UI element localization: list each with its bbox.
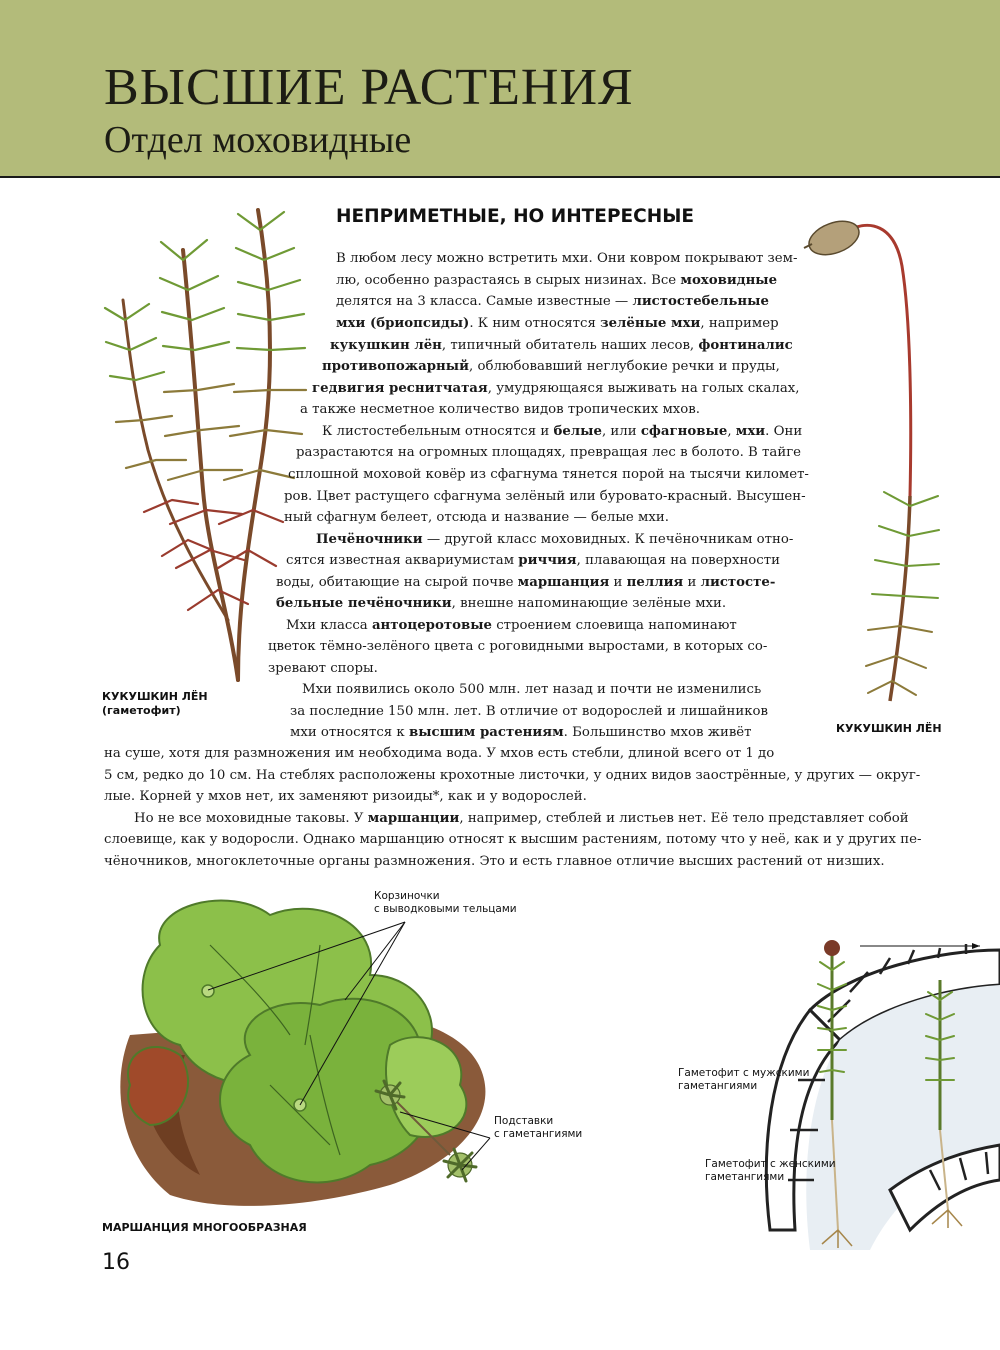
- text-run: слоевище, как у водоросли. Однако маршанцию относят к высшим растениям, потому что у неё, как и у других пе-: [104, 832, 922, 847]
- text-run: Мхи появились около 500 млн. лет назад и почти не изменились: [302, 682, 762, 697]
- text-run: В любом лесу можно встретить мхи. Они ковром покрывают зем-: [336, 251, 798, 266]
- bold-term: гедвигия реснитчатая: [312, 381, 488, 396]
- page-number: 16: [102, 1250, 130, 1275]
- bold-term: маршанции: [367, 811, 460, 826]
- lifecycle-illustration: [790, 930, 1000, 1250]
- bold-term: зелёные мхи: [600, 316, 701, 331]
- caption-moss-left: КУКУШКИН ЛЁН (гаметофит): [102, 690, 208, 717]
- text-run: лю, особенно разрастаясь в сырых низинах. Все: [336, 273, 681, 288]
- chapter-subtitle: Отдел моховидные: [104, 119, 412, 161]
- section-title: НЕПРИМЕТНЫЕ, НО ИНТЕРЕСНЫЕ: [336, 206, 695, 227]
- bold-term: антоцеротовые: [371, 618, 492, 633]
- bold-term: пеллия: [626, 575, 684, 590]
- text-run: , или: [601, 424, 641, 439]
- bold-term: сфагновые: [640, 424, 728, 439]
- text-run: ный сфагнум белеет, отсюда и название — белые мхи.: [284, 510, 669, 525]
- bold-term: Печёночники: [316, 532, 423, 547]
- text-run: мхи относятся к: [290, 725, 409, 740]
- text-run: а также несметное количество видов тропических мхов.: [300, 402, 701, 417]
- text-run: . К ним относятся: [469, 316, 601, 331]
- text-run: , например, стеблей и листьев нет. Её тело представляет собой: [459, 811, 909, 826]
- text-run: . Они: [765, 424, 803, 439]
- text-run: лые. Корней у мхов нет, их заменяют ризоиды*, как и у водорослей.: [104, 789, 587, 804]
- text-run: Мхи класса: [286, 618, 372, 633]
- text-run: , например: [700, 316, 779, 331]
- text-run: , типичный обитатель наших лесов,: [441, 338, 699, 353]
- text-run: сятся известная аквариумистам: [286, 553, 519, 568]
- text-run: , плавающая на поверхности: [576, 553, 780, 568]
- text-run: чёночников, многоклеточные органы размножения. Это и есть главное отличие высших растений от низших.: [104, 854, 885, 869]
- bold-term: моховидные: [680, 273, 778, 288]
- text-run: воды, обитающие на сырой почве: [276, 575, 518, 590]
- text-run: 5 см, редко до 10 см. На стеблях расположены крохотные листочки, у одних видов заострённые, у других — округ-: [104, 768, 921, 783]
- text-run: ров. Цвет растущего сфагнума зелёный или буровато-красный. Высушен-: [284, 489, 806, 504]
- text-run: цветок тёмно-зелёного цвета с роговидными выростами, в которых со-: [268, 639, 768, 654]
- bold-term: маршанция: [517, 575, 610, 590]
- text-run: за последние 150 млн. лет. В отличие от водорослей и лишайников: [290, 704, 769, 719]
- bold-term: листостебельные: [632, 294, 769, 309]
- bold-term: бельные печёночники: [276, 596, 452, 611]
- bold-term: противопожарный: [322, 359, 469, 374]
- caption-marchantia: МАРШАНЦИЯ МНОГООБРАЗНАЯ: [102, 1221, 307, 1234]
- bold-term: кукушкин лён: [330, 338, 442, 353]
- text-run: К листостебельным относятся и: [322, 424, 554, 439]
- bold-term: высшим растениям: [408, 725, 564, 740]
- text-run: на суше, хотя для размножения им необходима вода. У мхов есть стебли, длиной всего от 1 до: [104, 746, 775, 761]
- text-run: зревают споры.: [268, 661, 378, 676]
- bold-term: риччия: [518, 553, 577, 568]
- text-run: , облюбовавший неглубокие речки и пруды,: [468, 359, 780, 374]
- text-run: и: [609, 575, 627, 590]
- text-run: Но не все моховидные таковы. У: [134, 811, 368, 826]
- bold-term: фонтиналис: [698, 338, 793, 353]
- text-run: . Большинство мхов живёт: [563, 725, 752, 740]
- text-run: разрастаются на огромных площадях, превращая лес в болото. В тайге: [296, 445, 802, 460]
- chapter-title: ВЫСШИЕ РАСТЕНИЯ: [104, 59, 634, 116]
- bold-term: листосте-: [700, 575, 776, 590]
- caption-moss-right: КУКУШКИН ЛЁН: [836, 722, 942, 735]
- bold-term: белые: [553, 424, 602, 439]
- label-male-gametophyte: Гаметофит с мужскими гаметангиями: [678, 1067, 810, 1092]
- text-run: и: [683, 575, 701, 590]
- label-stands: Подставки с гаметангиями: [494, 1115, 583, 1140]
- bold-term: мхи (бриопсиды): [336, 316, 470, 331]
- text-run: , умудряющаяся выживать на голых скалах,: [487, 381, 800, 396]
- text-run: — другой класс моховидных. К печёночникам отно-: [422, 532, 794, 547]
- text-run: делятся на 3 класса. Самые известные —: [336, 294, 633, 309]
- text-run: сплошной моховой ковёр из сфагнума тянется порой на тысячи километ-: [288, 467, 809, 482]
- label-female-gametophyte: Гаметофит с женскими гаметангиями: [705, 1158, 836, 1183]
- text-run: ,: [727, 424, 736, 439]
- label-baskets: Корзиночки с выводковыми тельцами: [374, 890, 517, 915]
- text-run: строением слоевища напоминают: [491, 618, 737, 633]
- text-run: , внешне напоминающие зелёные мхи.: [451, 596, 727, 611]
- bold-term: мхи: [735, 424, 766, 439]
